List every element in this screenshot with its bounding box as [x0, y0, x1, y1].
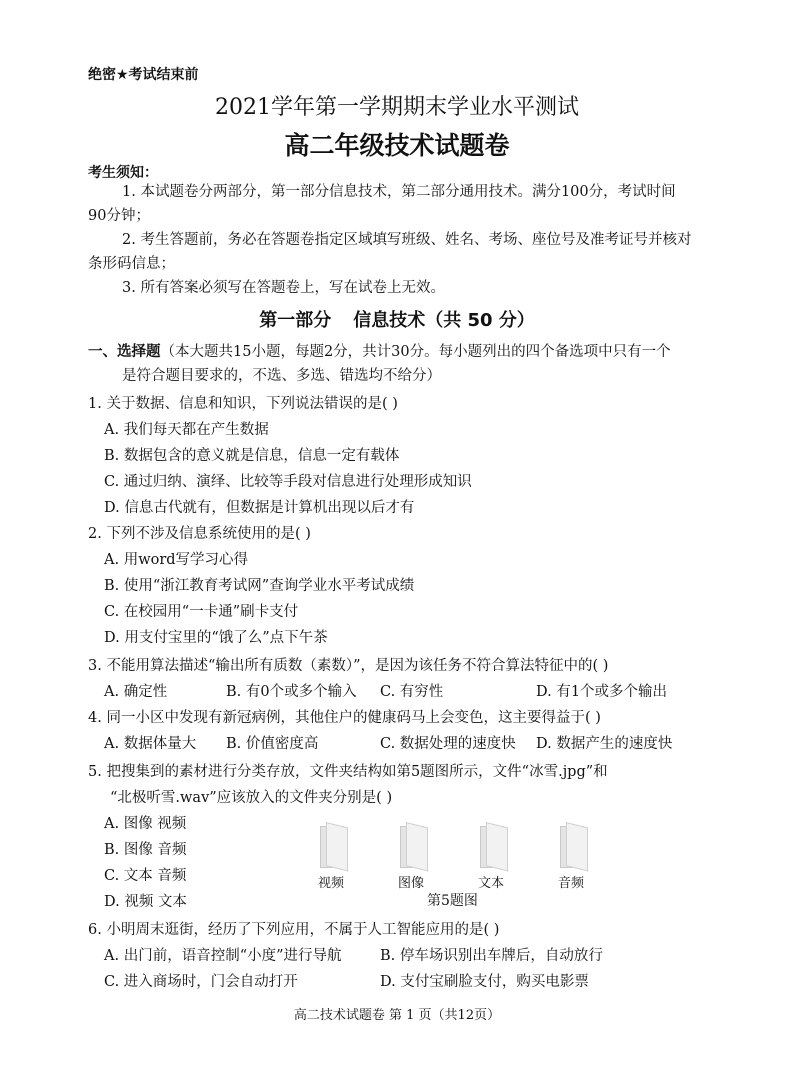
- folder-image: [381, 822, 441, 891]
- folder-icon: [476, 822, 506, 866]
- question-1-option-c: C. 通过归纳、演绎、比较等手段对信息进行处理形成知识: [104, 474, 472, 490]
- question-1-option-b: B. 数据包含的意义就是信息，信息一定有载体: [104, 448, 400, 464]
- notes-line: 90分钟；: [88, 208, 150, 224]
- part-title-b: 信息技术（共 50 分）: [353, 310, 535, 331]
- exam-title: 2021学年第一学期期末学业水平测试: [215, 95, 579, 120]
- question-4-option-b: B. 价值密度高: [226, 736, 319, 752]
- section-label: 一、选择题: [88, 344, 161, 360]
- folder-label: 图像: [397, 876, 424, 891]
- question-2-option-a: A. 用word写学习心得: [104, 552, 249, 568]
- notes-line: 条形码信息；: [88, 256, 175, 272]
- question-5-stem-cont: “北极听雪.wav”应该放入的文件夹分别是( ): [110, 790, 393, 806]
- question-6-option-c: C. 进入商场时，门会自动打开: [104, 974, 298, 990]
- folder-label: 文本: [477, 876, 504, 891]
- question-3-option-d: D. 有1个或多个输出: [536, 684, 668, 700]
- question-6-option-a: A. 出门前，语音控制“小度”进行导航: [104, 948, 342, 964]
- figure-caption: 第5题图: [427, 893, 478, 909]
- folder-icon: [396, 822, 426, 866]
- notes-line: 3. 所有答案必须写在答题卷上，写在试卷上无效。: [122, 280, 445, 296]
- section-desc-cont: 是符合题目要求的，不选、多选、错选均不给分）: [122, 368, 441, 384]
- folder-icon: [316, 822, 346, 866]
- section-heading: [88, 342, 671, 362]
- folder-video: [301, 822, 361, 891]
- page-footer: 高二技术试题卷 第 1 页（共12页）: [293, 1008, 501, 1023]
- question-5-option-a: A. 图像 视频: [104, 816, 187, 832]
- question-1-option-a: A. 我们每天都在产生数据: [104, 422, 269, 438]
- question-6-option-d: D. 支付宝刷脸支付，购买电影票: [380, 974, 589, 990]
- question-4-option-d: D. 数据产生的速度快: [536, 736, 673, 752]
- notes-line: 1. 本试题卷分两部分，第一部分信息技术，第二部分通用技术。满分100分，考试时间: [122, 184, 676, 200]
- question-2-stem: 2. 下列不涉及信息系统使用的是( ): [88, 526, 311, 542]
- folder-audio: [541, 822, 601, 891]
- folder-icon: [556, 822, 586, 866]
- question-2-option-c: C. 在校园用“一卡通”刷卡支付: [104, 604, 299, 620]
- question-5-option-d: D. 视频 文本: [104, 894, 187, 910]
- question-6-option-b: B. 停车场识别出车牌后，自动放行: [380, 948, 603, 964]
- notes-line: 2. 考生答题前，务必在答题卷指定区域填写班级、姓名、考场、座位号及准考证号并核对: [122, 232, 692, 248]
- notes-heading: 考生须知：: [88, 165, 158, 181]
- question-4-option-c: C. 数据处理的速度快: [380, 736, 516, 752]
- question-5-option-c: C. 文本 音频: [104, 868, 187, 884]
- question-6-stem: 6. 小明周末逛街，经历了下列应用，不属于人工智能应用的是( ): [88, 922, 500, 938]
- folder-label: 音频: [557, 876, 584, 891]
- folder-text: [461, 822, 521, 891]
- question-2-option-b: B. 使用“浙江教育考试网”查询学业水平考试成绩: [104, 578, 415, 594]
- exam-subtitle: 高二年级技术试题卷: [284, 131, 510, 160]
- question-2-option-d: D. 用支付宝里的“饿了么”点下午茶: [104, 630, 328, 646]
- question-1-stem: 1. 关于数据、信息和知识，下列说法错误的是( ): [88, 396, 398, 412]
- question-5-stem: 5. 把搜集到的素材进行分类存放，文件夹结构如第5题图所示，文件“冰雪.jpg”和: [88, 764, 608, 780]
- part-heading: [0, 306, 794, 332]
- question-5-option-b: B. 图像 音频: [104, 842, 187, 858]
- question-3-stem: 3. 不能用算法描述“输出所有质数（素数）”，是因为该任务不符合算法特征中的( ): [88, 658, 609, 674]
- question-4-option-a: A. 数据体量大: [104, 736, 197, 752]
- question-4-stem: 4. 同一小区中发现有新冠病例，其他住户的健康码马上会变色，这主要得益于( ): [88, 710, 601, 726]
- question-3-option-b: B. 有0个或多个输入: [226, 684, 357, 700]
- question-1-option-d: D. 信息古代就有，但数据是计算机出现以后才有: [104, 500, 415, 516]
- folder-label: 视频: [317, 876, 344, 891]
- part-title-a: 第一部分: [259, 310, 332, 331]
- section-desc: （本大题共15小题，每题2分，共计30分。每小题列出的四个备选项中只有一个: [160, 344, 671, 360]
- question-3-option-c: C. 有穷性: [380, 684, 444, 700]
- confidential-mark: 绝密★考试结束前: [88, 67, 199, 83]
- question-3-option-a: A. 确定性: [104, 684, 168, 700]
